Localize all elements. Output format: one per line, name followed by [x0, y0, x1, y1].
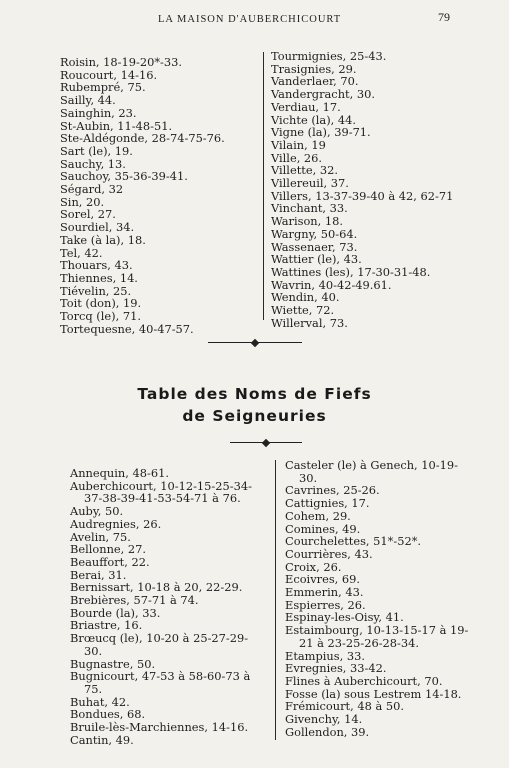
- index-entry: Sainghin, 23.: [60, 105, 137, 120]
- column-divider-top: [263, 52, 264, 320]
- index-entry: Courchelettes, 51*-52*.: [285, 534, 422, 549]
- index-entry: Espinay-les-Oisy, 41.: [285, 610, 404, 625]
- index-entry: Buhat, 42.: [70, 694, 130, 709]
- index-column-bottom-left: [70, 467, 252, 746]
- section-title-line1: Table des Noms de Fiefs: [137, 385, 372, 403]
- index-entry: 75.: [84, 681, 103, 696]
- index-entry: Cavrines, 25-26.: [285, 483, 380, 498]
- index-entry: Villette, 32.: [271, 163, 338, 178]
- index-entry: Tel, 42.: [60, 245, 103, 260]
- index-entry: Verdiau, 17.: [271, 99, 341, 114]
- index-column-top-right: [271, 50, 453, 329]
- index-entry: Croix, 26.: [285, 559, 342, 574]
- index-entry: Warison, 18.: [271, 214, 343, 229]
- index-entry: Bondues, 68.: [70, 707, 146, 722]
- index-entry: Roucourt, 14-16.: [60, 67, 158, 82]
- index-entry: Vigne (la), 39-71.: [271, 125, 371, 140]
- index-entry: Annequin, 48-61.: [70, 466, 169, 480]
- index-entry: Sorel, 27.: [60, 207, 116, 222]
- index-entry: Frémicourt, 48 à 50.: [285, 699, 405, 714]
- index-entry: Sauchoy, 35-36-39-41.: [60, 169, 188, 184]
- index-entry: Vanderlaer, 70.: [271, 74, 359, 89]
- index-entry: Vinchant, 33.: [271, 201, 348, 216]
- index-entry: Trasignies, 29.: [271, 61, 357, 76]
- index-entry: Bugnastre, 50.: [70, 656, 156, 671]
- index-entry: Take (à la), 18.: [60, 232, 146, 247]
- index-entry: Cantin, 49.: [70, 732, 134, 747]
- index-entry: Vandergracht, 30.: [271, 87, 375, 102]
- index-entry: Audregnies, 26.: [70, 516, 162, 531]
- index-entry: Thouars, 43.: [60, 258, 133, 273]
- index-entry: Torcq (le), 71.: [60, 309, 141, 324]
- index-entry: Willerval, 73.: [271, 315, 348, 330]
- index-entry: Wavrin, 40-42-49.61.: [271, 277, 392, 292]
- index-entry: Roisin, 18-19-20*-33.: [60, 55, 182, 69]
- index-entry: Wattier (le), 43.: [271, 252, 362, 267]
- index-entry: Etampius, 33.: [285, 648, 365, 663]
- index-entry: Avelin, 75.: [70, 529, 131, 544]
- index-entry: Tortequesne, 40-47-57.: [60, 321, 194, 336]
- index-entry: 30.: [84, 643, 103, 658]
- section-title-line2: de Seigneuries: [182, 407, 327, 425]
- index-entry: Bruile-lès-Marchiennes, 14-16.: [70, 720, 249, 735]
- index-entry: Wiette, 72.: [271, 303, 335, 318]
- index-entry: Auberchicourt, 10-12-15-25-34-: [70, 478, 252, 493]
- index-entry: Estaimbourg, 10-13-15-17 à 19-: [285, 623, 469, 638]
- column-divider-bottom: [275, 460, 276, 740]
- ornament-divider-top: [208, 340, 302, 346]
- index-entry: Evregnies, 33-42.: [285, 661, 387, 676]
- ornament-divider-bottom: [230, 440, 302, 446]
- index-entry: Briastre, 16.: [70, 618, 143, 633]
- index-entry: Cohem, 29.: [285, 508, 351, 523]
- page-number: 79: [438, 10, 450, 24]
- index-entry: Sauchy, 13.: [60, 156, 126, 171]
- index-entry: Wargny, 50-64.: [271, 226, 358, 241]
- index-entry: Cattignies, 17.: [285, 496, 370, 511]
- index-entry: Bellonne, 27.: [70, 542, 147, 557]
- index-entry: Brebières, 57-71 à 74.: [70, 593, 199, 608]
- index-entry: Sailly, 44.: [60, 93, 116, 108]
- index-entry: Sart (le), 19.: [60, 143, 133, 158]
- index-entry: Toit (don), 19.: [60, 296, 142, 311]
- index-entry: Auby, 50.: [70, 504, 124, 519]
- running-header: LA MAISON D'AUBERCHICOURT: [158, 14, 342, 25]
- index-entry: Bourde (la), 33.: [70, 605, 161, 620]
- index-entry: Ségard, 32: [60, 182, 124, 197]
- index-entry: Beauffort, 22.: [70, 554, 150, 569]
- index-entry: Ecoivres, 69.: [285, 572, 361, 587]
- index-entry: Comines, 49.: [285, 521, 361, 536]
- index-entry: Bugnicourt, 47-53 à 58-60-73 à: [70, 669, 251, 684]
- index-entry: Gollendon, 39.: [285, 724, 370, 739]
- index-entry: Ste-Aldégonde, 28-74-75-76.: [60, 131, 225, 146]
- index-entry: Thiennes, 14.: [60, 270, 138, 285]
- index-entry: Fosse (la) sous Lestrem 14-18.: [285, 686, 462, 701]
- index-entry: Brœucq (le), 10-20 à 25-27-29-: [70, 631, 249, 646]
- index-entry: Wattines (les), 17-30-31-48.: [271, 264, 431, 279]
- index-entry: 37-38-39-41-53-54-71 à 76.: [84, 491, 241, 506]
- index-column-bottom-right: [285, 459, 468, 738]
- index-entry: Vilain, 19: [271, 137, 326, 152]
- index-entry: Wassenaer, 73.: [271, 239, 358, 254]
- index-entry: Sin, 20.: [60, 194, 105, 209]
- index-entry: Rubempré, 75.: [60, 80, 146, 95]
- index-entry: Villereuil, 37.: [271, 176, 349, 191]
- index-entry: Berai, 31.: [70, 567, 127, 582]
- index-entry: Vichte (la), 44.: [271, 112, 357, 127]
- index-entry: Sourdiel, 34.: [60, 220, 135, 235]
- index-entry: Bernissart, 10-18 à 20, 22-29.: [70, 580, 243, 595]
- index-entry: 21 à 23-25-26-28-34.: [299, 635, 420, 650]
- index-entry: Ville, 26.: [271, 150, 323, 165]
- index-entry: Flines à Auberchicourt, 70.: [285, 673, 443, 688]
- index-column-top-left: [60, 56, 225, 335]
- index-entry: Givenchy, 14.: [285, 712, 363, 727]
- index-entry: Espierres, 26.: [285, 597, 366, 612]
- index-entry: Courrières, 43.: [285, 546, 373, 561]
- index-entry: Tourmignies, 25-43.: [271, 49, 387, 63]
- index-entry: Wendin, 40.: [271, 290, 340, 305]
- index-entry: Villers, 13-37-39-40 à 42, 62-71: [271, 188, 454, 203]
- index-entry: 30.: [299, 470, 318, 485]
- index-entry: Emmerin, 43.: [285, 585, 364, 600]
- index-entry: St-Aubin, 11-48-51.: [60, 118, 173, 133]
- index-entry: Tiévelin, 25.: [60, 283, 132, 298]
- index-entry: Casteler (le) à Genech, 10-19-: [285, 458, 458, 472]
